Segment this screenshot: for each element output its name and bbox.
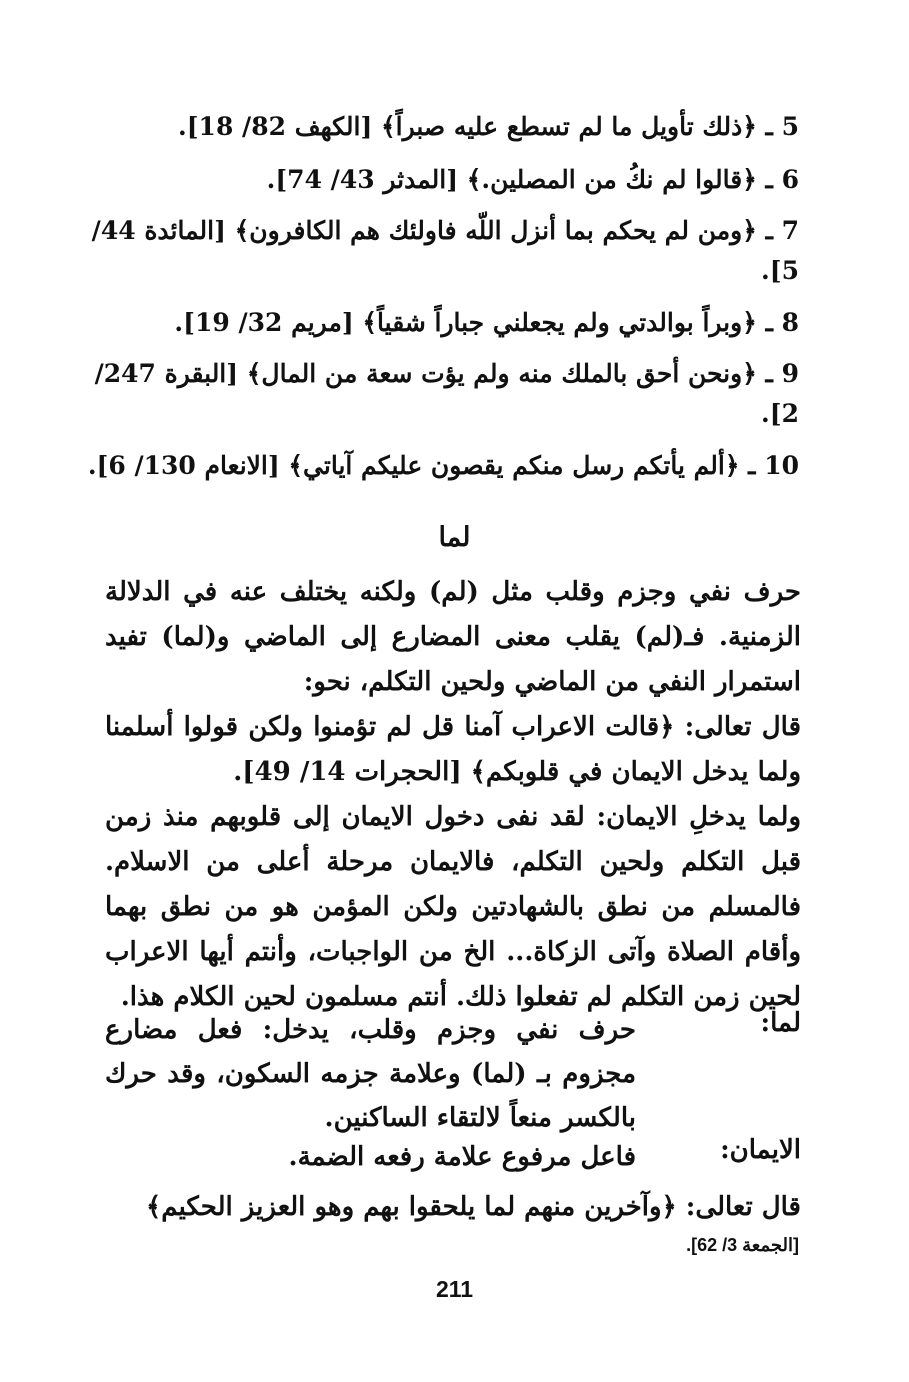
example-line-6: 6 ـ ﴿قالوا لم نكُ من المصلين.﴾ [المدثر 43/ 74]. (266, 165, 799, 194)
gloss-description: فاعل مرفوع علامة رفعه الضمة. (288, 1142, 636, 1172)
gloss-term: لما: (760, 1008, 801, 1038)
example-line-9-cont: 2]. (761, 399, 799, 428)
example-line-8: 8 ـ ﴿وبراً بوالدتي ولم يجعلني جباراً شقياً﴾ [مريم 32/ 19]. (174, 308, 799, 337)
gloss-term: الايمان: (720, 1135, 801, 1165)
quran-quote-paragraph: قال تعالى: ﴿قالت الاعراب آمنا قل لم تؤمنوا ولكن قولوا أسلمنا ولما يدخل الايمان في قلوبكم﴾ [الحجرات 14/ 49]. (105, 712, 801, 787)
definition-paragraph: حرف نفي وجزم وقلب مثل (لم) ولكنه يختلف عنه في الدلالة الزمنية. فـ(لم) يقلب معنى المضارع إلى الماضي و(لما) تفيد استمرار النفي من الماضي ولحين التكلم، نحو: (105, 577, 801, 697)
example-line-5: 5 ـ ﴿ذلك تأويل ما لم تسطع عليه صبراً﴾ [الكهف 82/ 18]. (178, 112, 799, 141)
page-number: 211 (435, 1276, 474, 1302)
example-line-10: 10 ـ ﴿ألم يأتكم رسل منكم يقصون عليكم آياتي﴾ [الانعام 130/ 6]. (87, 451, 799, 480)
example-line-7-cont: 5]. (761, 256, 799, 285)
explanation-paragraph: ولما يدخلِ الايمان: لقد نفى دخول الايمان إلى قلوبهم منذ زمن قبل التكلم ولحين التكلم، فالايمان مرحلة أعلى من الاسلام. فالمسلم من نطق بالشهادتين ولكن المؤمن هو من نطق بهما وأقام الصلاة وآتى الزكاة... الخ من الواجبات، وأنتم أيها الاعراب لحين زمن التكلم لم تفعلوا ذلك. أنتم مسلمون لحين الكلام هذا. (105, 802, 801, 1012)
final-quote-paragraph: قال تعالى: ﴿وآخرين منهم لما يلحقوا بهم وهو العزيز الحكيم﴾ (146, 1192, 801, 1222)
gloss-description: حرف نفي وجزم وقلب، يدخل: فعل مضارع مجزوم بـ (لما) وعلامة جزمه السكون، وقد حرك بالكسر منعاً لالتقاء الساكنين. (105, 1015, 636, 1133)
example-line-7: 7 ـ ﴿ومن لم يحكم بما أنزل اللّه فاولئك هم الكافرون﴾ [المائدة 44/ (91, 216, 799, 245)
gloss-row-lamma (105, 1008, 801, 1138)
section-heading: لما (438, 522, 471, 553)
final-quote-reference: [الجمعة 3/ 62]. (686, 1235, 799, 1255)
example-line-9: 9 ـ ﴿ونحن أحق بالملك منه ولم يؤت سعة من المال﴾ [البقرة 247/ (94, 359, 799, 388)
gloss-row-iman (105, 1135, 801, 1180)
